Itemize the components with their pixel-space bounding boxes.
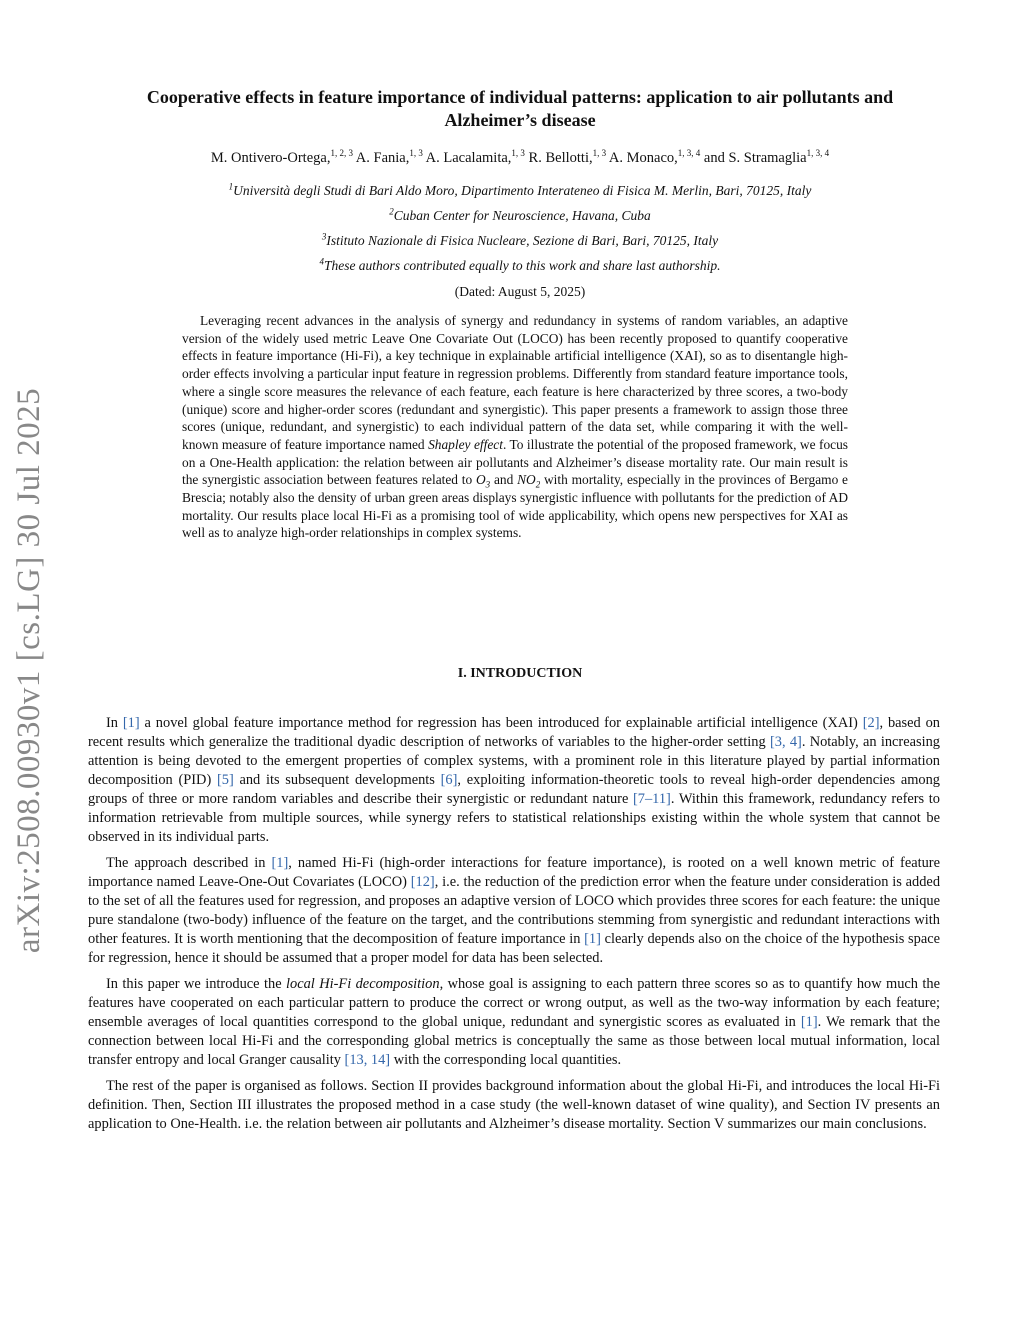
- citation-link[interactable]: [5]: [216, 772, 234, 788]
- paragraph: In [1] a novel global feature importance method for regression has been introduced for explainable artificial intelligence (XAI) [2], based on recent results which generalize the traditional dyadic description of networks of variables to the higher-order setting [3, 4]. Notably, an increasing attention is being devoted to the emergent properties of complex systems, with a prominent role in this literature played by partial information decomposition (PID) [5] and its subsequent developments [6], exploiting information-theoretic tools to reveal high-order dependencies among groups of three or more random variables and describe their synergistic or redundant nature [7–11]. Within this framework, redundancy refers to information retrievable from multiple sources, while synergy refers to statistical relationships existing within the whole system that cannot be observed in its individual parts.: [88, 715, 940, 845]
- citation-link[interactable]: [6]: [440, 772, 458, 788]
- citation-link[interactable]: [13, 14]: [344, 1052, 391, 1068]
- affiliation-4: $^4$These authors contributed equally to this work and share last authorship.: [319, 256, 721, 273]
- paragraph: The approach described in [1], named Hi-Fi (high-order interactions for feature importance), is rooted on a well known metric of feature importance named Leave-One-Out Covariates (LOCO) [12], i.e. the reduction of the prediction error when the feature under consideration is added to the set of all the features used for regression, and proposes an adaptive version of LOCO which provides three scores for each feature: the unique pure standalone (two-body) influence of the feature on the target, and the contributions stemming from synergistic and redundant interactions with other features. It is worth mentioning that the decomposition of feature importance in [1] clearly depends also on the choice of the hypothesis space for regression, hence it should be assumed that a proper model for data has been selected.: [88, 855, 941, 966]
- affiliation-3: $^3$Istituto Nazionale di Fisica Nucleare, Sezione di Bari, Bari, 70125, Italy: [321, 231, 719, 248]
- citation-link[interactable]: [1]: [584, 931, 601, 947]
- paper-title: Cooperative effects in feature importance of individual patterns: application to air pollutants and Alzheimer’s disease: [146, 87, 894, 130]
- abstract: Leveraging recent advances in the analysis of synergy and redundancy in systems of random variables, an adaptive version of the widely used metric Leave One Covariate Out (LOCO) has been recently proposed to quantify cooperative effects in feature importance (Hi-Fi), a key technique in explainable artificial intelligence (XAI), so as to disentangle high-order effects involving a particular input feature in regression problems. Differently from standard feature importance tools, where a single score measures the relevance of each feature, each feature is here characterized by three scores, a two-body (unique) score and higher-order scores (redundant and synergistic). This paper presents a framework to assign those three scores (unique, redundant, and synergistic) to each individual pattern of the data set, while comparing it with the well-known measure of feature importance named Shapley effect. To illustrate the potential of the proposed framework, we focus on a One-Health application: the relation between air pollutants and Alzheimer’s disease mortality rate. Our main result is the synergistic association between features related to $O_3$ and $NO_2$ with mortality, especially in the provinces of Bergamo e Brescia; notably also the density of urban green areas displays synergistic influence with pollutants for the prediction of AD mortality. Our results place local Hi-Fi as a promising tool of wide applicability, which opens new perspectives for XAI as well as to analyze high-order relationships in complex systems.: [182, 313, 848, 541]
- author: and S. Stramaglia$^{1, 3, 4}$: [703, 148, 830, 166]
- date-line: (Dated: August 5, 2025): [454, 284, 586, 299]
- paragraph: In this paper we introduce the local Hi-Fi decomposition, whose goal is assigning to each pattern three scores so as to quantify how much the features have cooperated on each particular pattern to produce the correct or wrong output, as well as the two-way information by each feature; ensemble averages of local quantities correspond to the global unique, redundant and synergistic scores as evaluated in [1]. We remark that the connection between local Hi-Fi and the corresponding global metrics is conceptually the same as those between local mutual information, local transfer entropy and local Granger causality [13, 14] with the corresponding local quantities.: [88, 976, 941, 1068]
- affiliation-1: $^1$Università degli Studi di Bari Aldo Moro, Dipartimento Interateneo di Fisica M. Merlin, Bari, 70125, Italy: [228, 181, 812, 198]
- citation-link[interactable]: [1]: [271, 855, 289, 871]
- author: A. Monaco,$^{1, 3, 4}$: [608, 148, 701, 166]
- author: M. Ontivero-Ortega,$^{1, 2, 3}$: [210, 148, 353, 166]
- citation-link[interactable]: [7–11]: [633, 791, 671, 807]
- citation-link[interactable]: [12]: [410, 874, 435, 890]
- author: A. Fania,$^{1, 3}$: [355, 148, 423, 166]
- section-heading-introduction: I. INTRODUCTION: [457, 666, 583, 681]
- author: R. Bellotti,$^{1, 3}$: [528, 148, 607, 166]
- citation-link[interactable]: [3, 4]: [769, 734, 802, 750]
- introduction-body: [88, 714, 940, 1141]
- author-list: [80, 150, 960, 167]
- citation-link[interactable]: [2]: [862, 715, 880, 731]
- citation-link[interactable]: [1]: [122, 715, 140, 731]
- affiliation-2: $^2$Cuban Center for Neuroscience, Havana, Cuba: [389, 206, 651, 223]
- arxiv-identifier-text: arXiv:2508.00930v1 [cs.LG] 30 Jul 2025: [11, 387, 48, 953]
- paragraph: The rest of the paper is organised as follows. Section II provides background information about the global Hi-Fi, and introduces the local Hi-Fi definition. Then, Section III illustrates the proposed method in a case study (the well-known dataset of wine quality), and Section IV presents an application to One-Health. i.e. the relation between air pollutants and Alzheimer’s disease mortality. Section V summarizes our main conclusions.: [88, 1078, 940, 1132]
- author: A. Lacalamita,$^{1, 3}$: [425, 148, 525, 166]
- arxiv-identifier-stamp: [0, 380, 60, 960]
- citation-link[interactable]: [1]: [800, 1014, 818, 1030]
